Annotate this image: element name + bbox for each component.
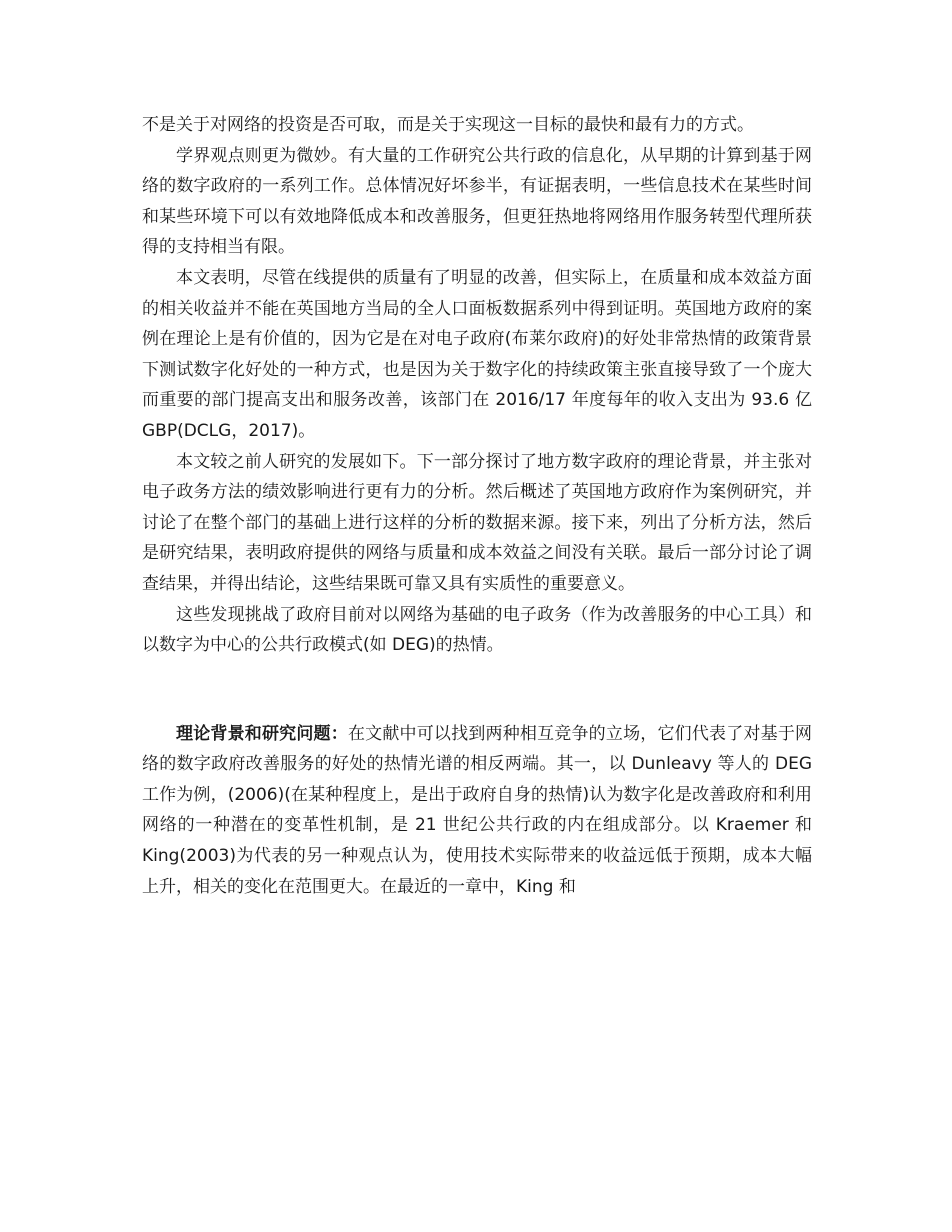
paragraph-continuation: 不是关于对网络的投资是否可取，而是关于实现这一目标的最快和最有力的方式。 — [142, 115, 754, 135]
section-spacer — [142, 661, 812, 719]
document-body — [142, 110, 812, 902]
paragraph-findings-summary: 本文表明，尽管在线提供的质量有了明显的改善，但实际上，在质量和成本效益方面的相关收益并不能在英国地方当局的全人口面板数据系列中得到证明。英国地方政府的案例在理论上是有价值的，因为它是在对电子政府(布莱尔政府)的好处非常热情的政策背景下测试数字化好处的一种方式，也是因为关于数字化的持续政策主张直接导致了一个庞大而重要的部门提高支出和服务改善，该部门在 2016/17 年度每年的收入支出为 93.6 亿 GBP(DCLG，2017)。 — [142, 267, 812, 441]
paragraph-challenge: 这些发现挑战了政府目前对以网络为基础的电子政务（作为改善服务的中心工具）和以数字为中心的公共行政模式(如 DEG)的热情。 — [142, 604, 812, 656]
paragraph-structure: 本文较之前人研究的发展如下。下一部分探讨了地方数字政府的理论背景，并主张对电子政务方法的绩效影响进行更有力的分析。然后概述了英国地方政府作为案例研究，并讨论了在整个部门的基础上进行这样的分析的数据来源。接下来，列出了分析方法，然后是研究结果，表明政府提供的网络与质量和成本效益之间没有关联。最后一部分讨论了调查结果，并得出结论，这些结果既可靠又具有实质性的重要意义。 — [142, 451, 812, 594]
paragraph-academic-views: 学界观点则更为微妙。有大量的工作研究公共行政的信息化，从早期的计算到基于网络的数字政府的一系列工作。总体情况好坏参半，有证据表明，一些信息技术在某些时间和某些环境下可以有效地降低成本和改善服务，但更狂热地将网络用作服务转型代理所获得的支持相当有限。 — [142, 145, 812, 258]
section-heading: 理论背景和研究问题： — [176, 723, 348, 744]
paragraph-theory-section — [142, 719, 812, 903]
section-body-text: 在文献中可以找到两种相互竞争的立场，它们代表了对基于网络的数字政府改善服务的好处的热情光谱的相反两端。其一，以 Dunleavy 等人的 DEG 工作为例，(2006)(在某种程度上，是出于政府自身的热情)认为数字化是改善政府和利用网络的一种潜在的变革性机制，是 21 世纪公共行政的内在组成部分。以 Kraemer 和 King(2003)为代表的另一种观点认为，使用技术实际带来的收益远低于预期，成本大幅上升，相关的变化在范围更大。在最近的一章中，King 和 — [142, 723, 813, 897]
